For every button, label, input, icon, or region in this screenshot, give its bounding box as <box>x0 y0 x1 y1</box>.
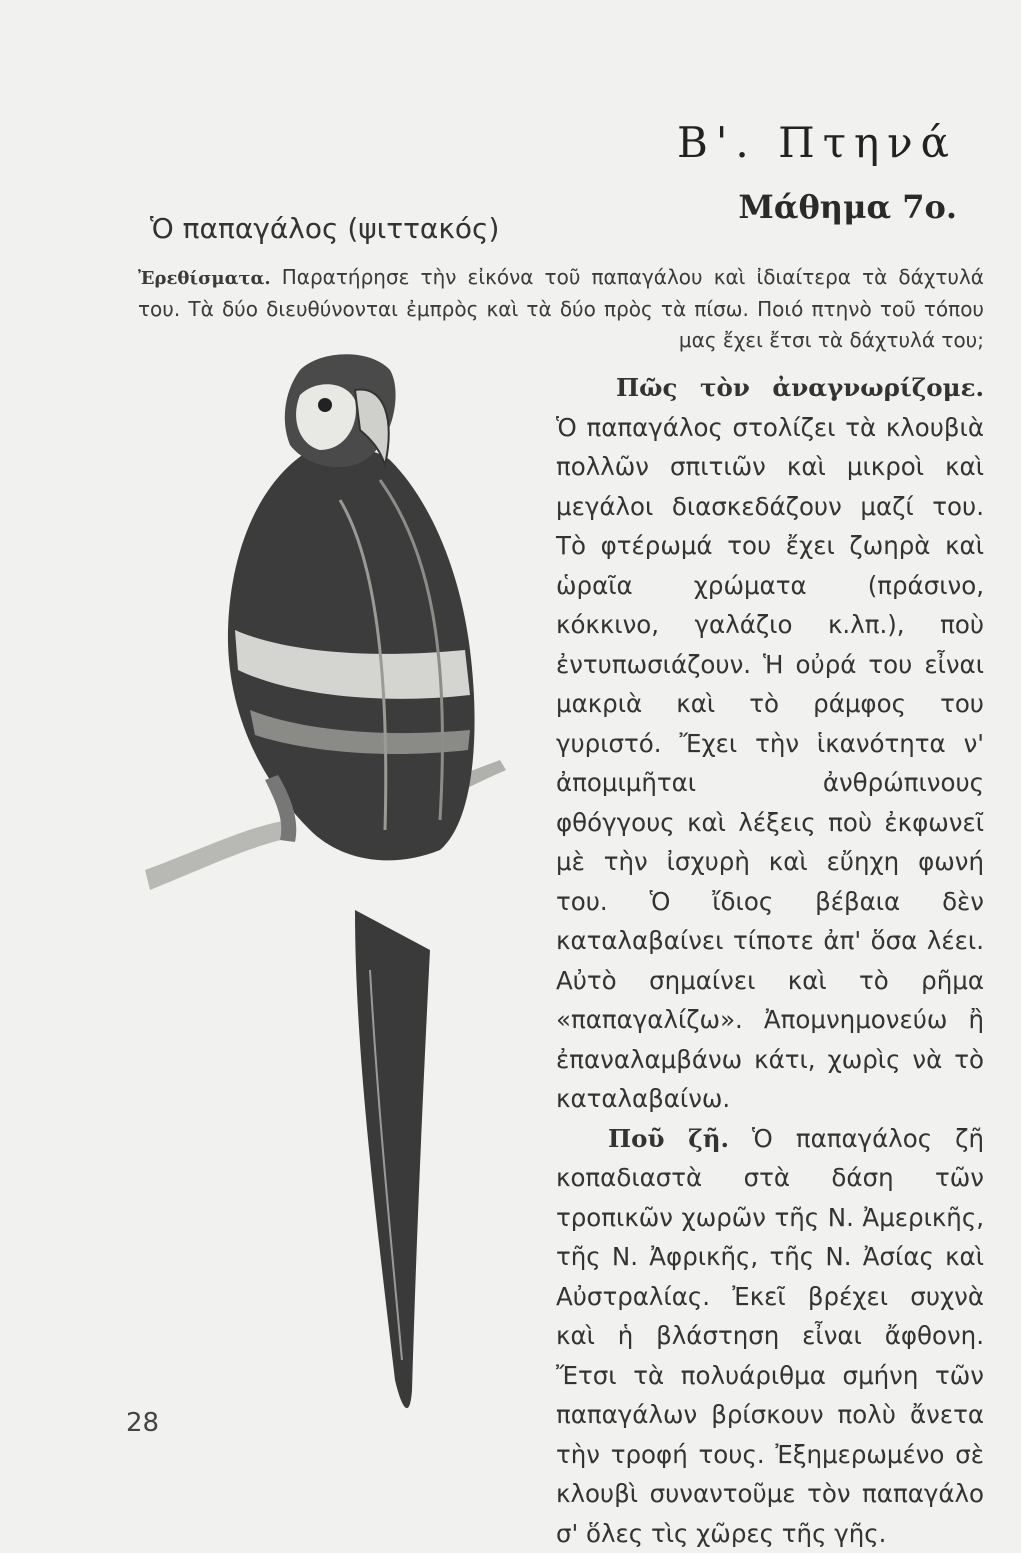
intro-lead: Ἐρεθίσματα. <box>138 268 271 289</box>
paragraph-lead: Ποῦ ζῆ. <box>608 1124 729 1153</box>
paragraph-text: Ὁ παπαγάλος στολίζει τὰ κλουβιὰ πολλῶν σπιτιῶν καὶ μικροὶ καὶ μεγάλοι διασκεδάζουν μαζί του. Τὸ φτέρωμά του ἔχει ζωηρὰ καὶ ὡραῖα χρώματα (πράσινο, κόκκινο, γαλάζιο κ.λπ.), ποὺ ἐντυπωσιάζουν. Ἡ οὐρά του εἶναι μακριὰ καὶ τὸ ράμφος του γυριστό. Ἔχει τὴν ἱκανότητα ν' ἀπομιμῆται ἀνθρώπινους φθόγγους καὶ λέξεις ποὺ ἐκφωνεῖ μὲ τὴν ἰσχυρὴ καὶ εὔηχη φωνή του. Ὁ ἴδιος βέβαια δὲν καταλαβαίνει τίποτε ἀπ' ὅσα λέει. Αὐτὸ σημαίνει καὶ τὸ ρῆμα «παπαγαλίζω». Ἀπομνημονεύω ἢ ἐπαναλαμβάνω κάτι, χωρὶς νὰ τὸ καταλαβαίνω. <box>556 413 984 1114</box>
paragraph-lead: Πῶς τὸν ἀναγνωρίζομε. <box>616 373 984 402</box>
branch <box>145 820 290 890</box>
intro-text: Παρατήρησε τὴν εἰκόνα τοῦ παπαγάλου καὶ ἰδιαίτερα τὰ δάχτυλά του. Τὰ δύο διευθύνονται ἐμπρὸς καὶ τὰ δύο πρὸς τὰ πίσω. Ποιό πτηνὸ τοῦ τόπου μας ἔχει ἔτσι τὰ δάχτυλά του; <box>138 265 984 352</box>
page-number: 28 <box>126 1408 159 1438</box>
lesson-title: Μάθημα 7ο. <box>738 188 957 226</box>
paragraph-habitat <box>556 1119 984 1553</box>
eye <box>318 398 332 412</box>
parrot-illustration <box>140 350 560 1430</box>
paragraph-text: Ὁ παπαγάλος ζῆ κοπαδιαστὰ στὰ δάση τῶν τροπικῶν χωρῶν τῆς Ν. Ἀμερικῆς, τῆς Ν. Ἀφρικῆς, τῆς Ν. Ἀσίας καὶ Αὐστραλίας. Ἐκεῖ βρέχει συχνὰ καὶ ἡ βλάστηση εἶναι ἄφθονη. Ἔτσι τὰ πολυάριθμα σμήνη τῶν παπαγάλων βρίσκουν πολὺ ἄνετα τὴν τροφή τους. Ἐξημερωμένο σὲ κλουβὶ συναντοῦμε τὸν παπαγάλο σ' ὅλες τὶς χῶρες τῆς γῆς. <box>556 1124 984 1548</box>
body-text <box>556 368 984 1553</box>
section-title: Β'. Πτηνά <box>677 118 957 167</box>
paragraph-recognition <box>556 368 984 1119</box>
tail <box>355 910 430 1408</box>
intro-paragraph <box>138 262 984 356</box>
article-title: Ὁ παπαγάλος (ψιττακός) <box>150 212 499 245</box>
